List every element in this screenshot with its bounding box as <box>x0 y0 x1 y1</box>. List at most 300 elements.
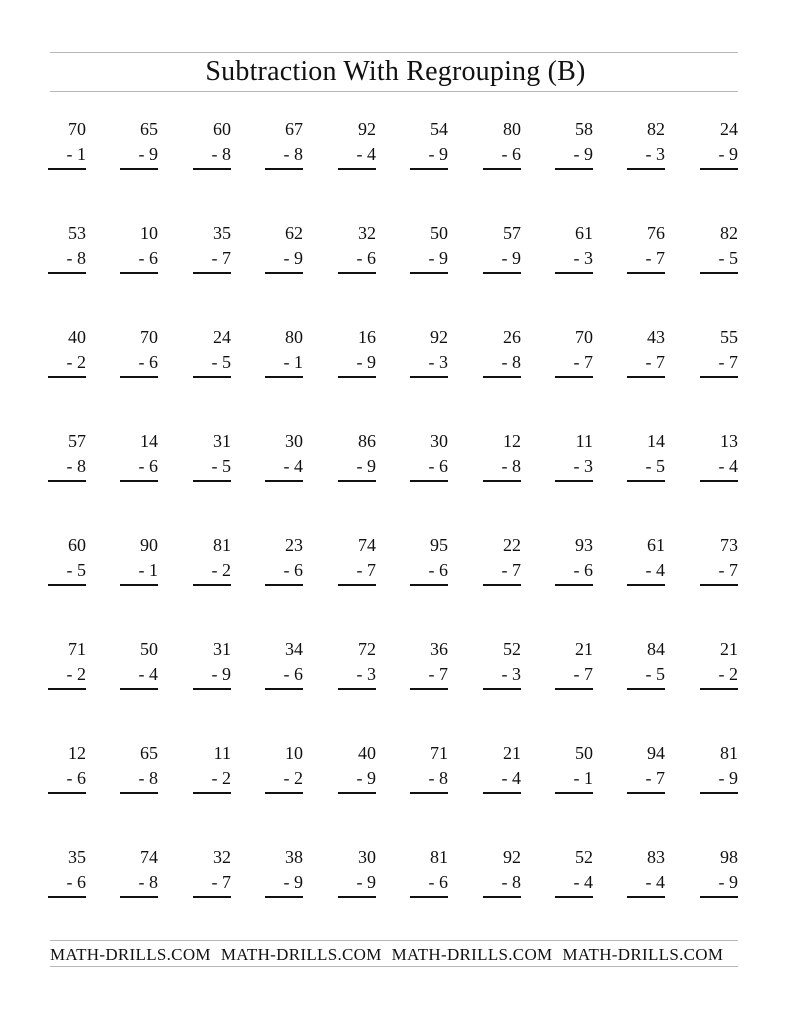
answer-line <box>627 376 665 378</box>
footer-watermark <box>50 944 738 966</box>
subtrahend: - 3 <box>428 352 448 372</box>
answer-line <box>338 376 376 378</box>
minuend: 32 <box>358 223 376 243</box>
subtraction-problem <box>120 535 158 599</box>
answer-line <box>555 376 593 378</box>
subtraction-problem <box>700 743 738 807</box>
answer-line <box>48 480 86 482</box>
subtraction-problem <box>700 327 738 391</box>
subtraction-problem <box>338 119 376 183</box>
subtrahend: - 7 <box>501 560 521 580</box>
subtrahend: - 9 <box>356 352 376 372</box>
subtraction-problem <box>410 639 448 703</box>
minuend: 30 <box>285 431 303 451</box>
subtraction-problem <box>193 327 231 391</box>
answer-line <box>700 272 738 274</box>
answer-line <box>265 272 303 274</box>
answer-line <box>483 168 521 170</box>
minuend: 16 <box>358 327 376 347</box>
answer-line <box>555 480 593 482</box>
subtrahend: - 5 <box>211 352 231 372</box>
minuend: 35 <box>213 223 231 243</box>
subtraction-problem <box>120 431 158 495</box>
subtrahend: - 2 <box>66 352 86 372</box>
subtrahend: - 6 <box>501 144 521 164</box>
subtraction-problem <box>410 119 448 183</box>
subtrahend: - 7 <box>573 352 593 372</box>
subtrahend: - 8 <box>428 768 448 788</box>
subtraction-problem <box>410 535 448 599</box>
minuend: 67 <box>285 119 303 139</box>
answer-line <box>483 480 521 482</box>
subtrahend: - 6 <box>66 872 86 892</box>
subtraction-problem <box>338 743 376 807</box>
subtrahend: - 6 <box>428 872 448 892</box>
subtraction-problem <box>120 743 158 807</box>
subtrahend: - 5 <box>645 456 665 476</box>
answer-line <box>555 168 593 170</box>
minuend: 14 <box>140 431 158 451</box>
answer-line <box>265 376 303 378</box>
answer-line <box>700 792 738 794</box>
subtraction-problem <box>193 743 231 807</box>
answer-line <box>700 584 738 586</box>
minuend: 60 <box>68 535 86 555</box>
minuend: 14 <box>647 431 665 451</box>
minuend: 52 <box>503 639 521 659</box>
subtraction-problem <box>338 327 376 391</box>
subtrahend: - 2 <box>718 664 738 684</box>
subtrahend: - 6 <box>283 664 303 684</box>
title-underline-rule <box>50 91 738 92</box>
subtrahend: - 4 <box>356 144 376 164</box>
minuend: 92 <box>358 119 376 139</box>
minuend: 11 <box>213 743 231 763</box>
answer-line <box>410 480 448 482</box>
minuend: 70 <box>68 119 86 139</box>
answer-line <box>627 688 665 690</box>
subtraction-problem <box>265 223 303 287</box>
subtraction-problem <box>555 327 593 391</box>
subtraction-problem <box>338 847 376 911</box>
subtraction-problem <box>627 119 665 183</box>
subtraction-problem <box>627 223 665 287</box>
answer-line <box>265 584 303 586</box>
subtrahend: - 3 <box>573 456 593 476</box>
subtraction-problem <box>483 743 521 807</box>
subtraction-problem <box>483 847 521 911</box>
answer-line <box>700 168 738 170</box>
minuend: 30 <box>358 847 376 867</box>
answer-line <box>483 272 521 274</box>
answer-line <box>193 480 231 482</box>
minuend: 94 <box>647 743 665 763</box>
subtrahend: - 3 <box>645 144 665 164</box>
answer-line <box>555 272 593 274</box>
answer-line <box>338 792 376 794</box>
minuend: 53 <box>68 223 86 243</box>
minuend: 21 <box>575 639 593 659</box>
subtrahend: - 9 <box>718 144 738 164</box>
minuend: 50 <box>430 223 448 243</box>
footer-watermark-text: MATH-DRILLS.COM <box>562 945 724 964</box>
subtraction-problem <box>700 431 738 495</box>
minuend: 76 <box>647 223 665 243</box>
minuend: 24 <box>213 327 231 347</box>
subtrahend: - 9 <box>718 768 738 788</box>
subtrahend: - 9 <box>501 248 521 268</box>
minuend: 35 <box>68 847 86 867</box>
minuend: 83 <box>647 847 665 867</box>
minuend: 84 <box>647 639 665 659</box>
subtraction-problem <box>410 431 448 495</box>
subtrahend: - 7 <box>573 664 593 684</box>
subtrahend: - 9 <box>283 248 303 268</box>
answer-line <box>410 792 448 794</box>
minuend: 12 <box>68 743 86 763</box>
subtrahend: - 9 <box>138 144 158 164</box>
answer-line <box>48 792 86 794</box>
minuend: 92 <box>430 327 448 347</box>
subtrahend: - 7 <box>211 872 231 892</box>
subtrahend: - 9 <box>428 144 448 164</box>
answer-line <box>627 480 665 482</box>
subtrahend: - 7 <box>428 664 448 684</box>
problem-row <box>0 119 791 189</box>
minuend: 30 <box>430 431 448 451</box>
minuend: 57 <box>503 223 521 243</box>
minuend: 52 <box>575 847 593 867</box>
minuend: 36 <box>430 639 448 659</box>
answer-line <box>555 584 593 586</box>
minuend: 80 <box>503 119 521 139</box>
subtraction-problem <box>120 639 158 703</box>
subtrahend: - 4 <box>138 664 158 684</box>
answer-line <box>410 896 448 898</box>
subtraction-problem <box>555 639 593 703</box>
subtrahend: - 2 <box>211 560 231 580</box>
answer-line <box>338 168 376 170</box>
subtrahend: - 6 <box>138 248 158 268</box>
answer-line <box>555 896 593 898</box>
subtraction-problem <box>120 223 158 287</box>
subtrahend: - 4 <box>501 768 521 788</box>
subtrahend: - 4 <box>645 872 665 892</box>
answer-line <box>48 584 86 586</box>
subtrahend: - 7 <box>645 768 665 788</box>
minuend: 71 <box>68 639 86 659</box>
subtraction-problem <box>265 639 303 703</box>
subtraction-problem <box>48 847 86 911</box>
minuend: 21 <box>503 743 521 763</box>
subtrahend: - 4 <box>718 456 738 476</box>
answer-line <box>627 272 665 274</box>
answer-line <box>265 688 303 690</box>
subtrahend: - 8 <box>283 144 303 164</box>
answer-line <box>265 168 303 170</box>
subtraction-problem <box>120 327 158 391</box>
subtraction-problem <box>700 535 738 599</box>
minuend: 32 <box>213 847 231 867</box>
subtraction-problem <box>555 223 593 287</box>
subtrahend: - 7 <box>356 560 376 580</box>
answer-line <box>483 896 521 898</box>
subtraction-problem <box>627 535 665 599</box>
subtraction-problem <box>627 639 665 703</box>
problem-row <box>0 327 791 397</box>
subtraction-problem <box>555 431 593 495</box>
answer-line <box>700 896 738 898</box>
subtrahend: - 4 <box>573 872 593 892</box>
answer-line <box>193 272 231 274</box>
subtraction-problem <box>265 431 303 495</box>
answer-line <box>338 272 376 274</box>
answer-line <box>120 688 158 690</box>
subtrahend: - 7 <box>718 352 738 372</box>
subtraction-problem <box>120 119 158 183</box>
footer-top-rule <box>50 940 738 941</box>
footer-watermark-text: MATH-DRILLS.COM <box>391 945 553 964</box>
subtrahend: - 8 <box>138 872 158 892</box>
subtraction-problem <box>338 223 376 287</box>
subtrahend: - 3 <box>573 248 593 268</box>
subtrahend: - 9 <box>428 248 448 268</box>
subtraction-problem <box>483 535 521 599</box>
subtraction-problem <box>265 119 303 183</box>
subtraction-problem <box>193 535 231 599</box>
problem-row <box>0 847 791 917</box>
subtraction-problem <box>700 119 738 183</box>
minuend: 54 <box>430 119 448 139</box>
answer-line <box>410 272 448 274</box>
subtraction-problem <box>338 535 376 599</box>
subtraction-problem <box>700 847 738 911</box>
subtrahend: - 9 <box>718 872 738 892</box>
subtraction-problem <box>48 119 86 183</box>
subtraction-problem <box>265 535 303 599</box>
answer-line <box>555 688 593 690</box>
subtrahend: - 1 <box>283 352 303 372</box>
minuend: 86 <box>358 431 376 451</box>
minuend: 73 <box>720 535 738 555</box>
subtrahend: - 6 <box>138 352 158 372</box>
subtrahend: - 2 <box>66 664 86 684</box>
subtraction-problem <box>48 431 86 495</box>
subtrahend: - 4 <box>645 560 665 580</box>
subtraction-problem <box>338 639 376 703</box>
subtraction-problem <box>410 743 448 807</box>
subtrahend: - 2 <box>283 768 303 788</box>
subtraction-problem <box>193 431 231 495</box>
subtrahend: - 8 <box>138 768 158 788</box>
problem-row <box>0 223 791 293</box>
subtraction-problem <box>265 743 303 807</box>
answer-line <box>48 688 86 690</box>
subtraction-problem <box>483 431 521 495</box>
footer-watermark-text: MATH-DRILLS.COM <box>50 945 211 964</box>
minuend: 95 <box>430 535 448 555</box>
minuend: 40 <box>358 743 376 763</box>
problem-row <box>0 535 791 605</box>
subtraction-problem <box>483 223 521 287</box>
answer-line <box>48 168 86 170</box>
minuend: 60 <box>213 119 231 139</box>
minuend: 13 <box>720 431 738 451</box>
answer-line <box>483 376 521 378</box>
footer-watermark-text: MATH-DRILLS.COM <box>220 945 382 964</box>
answer-line <box>483 688 521 690</box>
answer-line <box>338 584 376 586</box>
minuend: 26 <box>503 327 521 347</box>
answer-line <box>193 792 231 794</box>
subtrahend: - 5 <box>66 560 86 580</box>
subtrahend: - 1 <box>138 560 158 580</box>
subtrahend: - 6 <box>428 560 448 580</box>
minuend: 61 <box>575 223 593 243</box>
answer-line <box>48 272 86 274</box>
subtrahend: - 4 <box>283 456 303 476</box>
subtraction-problem <box>48 223 86 287</box>
answer-line <box>120 480 158 482</box>
subtraction-problem <box>555 743 593 807</box>
subtrahend: - 6 <box>428 456 448 476</box>
minuend: 81 <box>720 743 738 763</box>
subtrahend: - 9 <box>356 872 376 892</box>
problem-grid <box>0 119 791 909</box>
subtraction-problem <box>410 223 448 287</box>
subtrahend: - 6 <box>66 768 86 788</box>
answer-line <box>48 376 86 378</box>
subtrahend: - 8 <box>501 352 521 372</box>
answer-line <box>410 376 448 378</box>
subtrahend: - 1 <box>573 768 593 788</box>
subtraction-problem <box>627 847 665 911</box>
answer-line <box>627 584 665 586</box>
minuend: 22 <box>503 535 521 555</box>
subtraction-problem <box>700 223 738 287</box>
answer-line <box>627 792 665 794</box>
answer-line <box>120 792 158 794</box>
subtrahend: - 2 <box>211 768 231 788</box>
subtraction-problem <box>338 431 376 495</box>
minuend: 71 <box>430 743 448 763</box>
answer-line <box>700 480 738 482</box>
answer-line <box>410 688 448 690</box>
subtrahend: - 8 <box>211 144 231 164</box>
subtrahend: - 5 <box>211 456 231 476</box>
subtrahend: - 6 <box>573 560 593 580</box>
minuend: 74 <box>358 535 376 555</box>
footer-bottom-rule <box>50 966 738 967</box>
problem-row <box>0 743 791 813</box>
minuend: 10 <box>285 743 303 763</box>
subtrahend: - 6 <box>356 248 376 268</box>
subtrahend: - 8 <box>501 872 521 892</box>
subtraction-problem <box>193 223 231 287</box>
subtrahend: - 9 <box>356 768 376 788</box>
answer-line <box>265 480 303 482</box>
minuend: 62 <box>285 223 303 243</box>
answer-line <box>338 896 376 898</box>
subtrahend: - 9 <box>283 872 303 892</box>
subtrahend: - 8 <box>501 456 521 476</box>
problem-row <box>0 431 791 501</box>
minuend: 61 <box>647 535 665 555</box>
subtrahend: - 3 <box>356 664 376 684</box>
subtraction-problem <box>555 847 593 911</box>
subtrahend: - 8 <box>66 456 86 476</box>
answer-line <box>120 896 158 898</box>
minuend: 70 <box>140 327 158 347</box>
minuend: 31 <box>213 639 231 659</box>
minuend: 23 <box>285 535 303 555</box>
minuend: 50 <box>575 743 593 763</box>
subtrahend: - 8 <box>66 248 86 268</box>
subtraction-problem <box>410 327 448 391</box>
subtrahend: - 6 <box>283 560 303 580</box>
answer-line <box>338 688 376 690</box>
minuend: 12 <box>503 431 521 451</box>
subtraction-problem <box>483 119 521 183</box>
minuend: 65 <box>140 119 158 139</box>
subtrahend: - 5 <box>645 664 665 684</box>
minuend: 40 <box>68 327 86 347</box>
answer-line <box>193 376 231 378</box>
subtrahend: - 9 <box>211 664 231 684</box>
answer-line <box>48 896 86 898</box>
minuend: 58 <box>575 119 593 139</box>
minuend: 43 <box>647 327 665 347</box>
minuend: 11 <box>575 431 593 451</box>
subtrahend: - 5 <box>718 248 738 268</box>
answer-line <box>193 168 231 170</box>
subtraction-problem <box>48 639 86 703</box>
answer-line <box>483 584 521 586</box>
minuend: 98 <box>720 847 738 867</box>
answer-line <box>120 376 158 378</box>
answer-line <box>193 688 231 690</box>
subtrahend: - 3 <box>501 664 521 684</box>
subtrahend: - 7 <box>645 352 665 372</box>
worksheet-title: Subtraction With Regrouping (B) <box>205 56 586 87</box>
answer-line <box>120 272 158 274</box>
minuend: 21 <box>720 639 738 659</box>
subtrahend: - 9 <box>573 144 593 164</box>
subtraction-problem <box>120 847 158 911</box>
subtraction-problem <box>48 743 86 807</box>
answer-line <box>483 792 521 794</box>
subtraction-problem <box>700 639 738 703</box>
answer-line <box>700 376 738 378</box>
answer-line <box>410 168 448 170</box>
subtraction-problem <box>627 431 665 495</box>
subtraction-problem <box>265 847 303 911</box>
minuend: 81 <box>213 535 231 555</box>
subtrahend: - 7 <box>211 248 231 268</box>
subtraction-problem <box>627 327 665 391</box>
minuend: 55 <box>720 327 738 347</box>
subtraction-problem <box>193 847 231 911</box>
answer-line <box>193 896 231 898</box>
problem-row <box>0 639 791 709</box>
minuend: 38 <box>285 847 303 867</box>
subtraction-problem <box>555 535 593 599</box>
subtraction-problem <box>410 847 448 911</box>
minuend: 90 <box>140 535 158 555</box>
subtrahend: - 6 <box>138 456 158 476</box>
top-rule <box>50 52 738 53</box>
minuend: 65 <box>140 743 158 763</box>
